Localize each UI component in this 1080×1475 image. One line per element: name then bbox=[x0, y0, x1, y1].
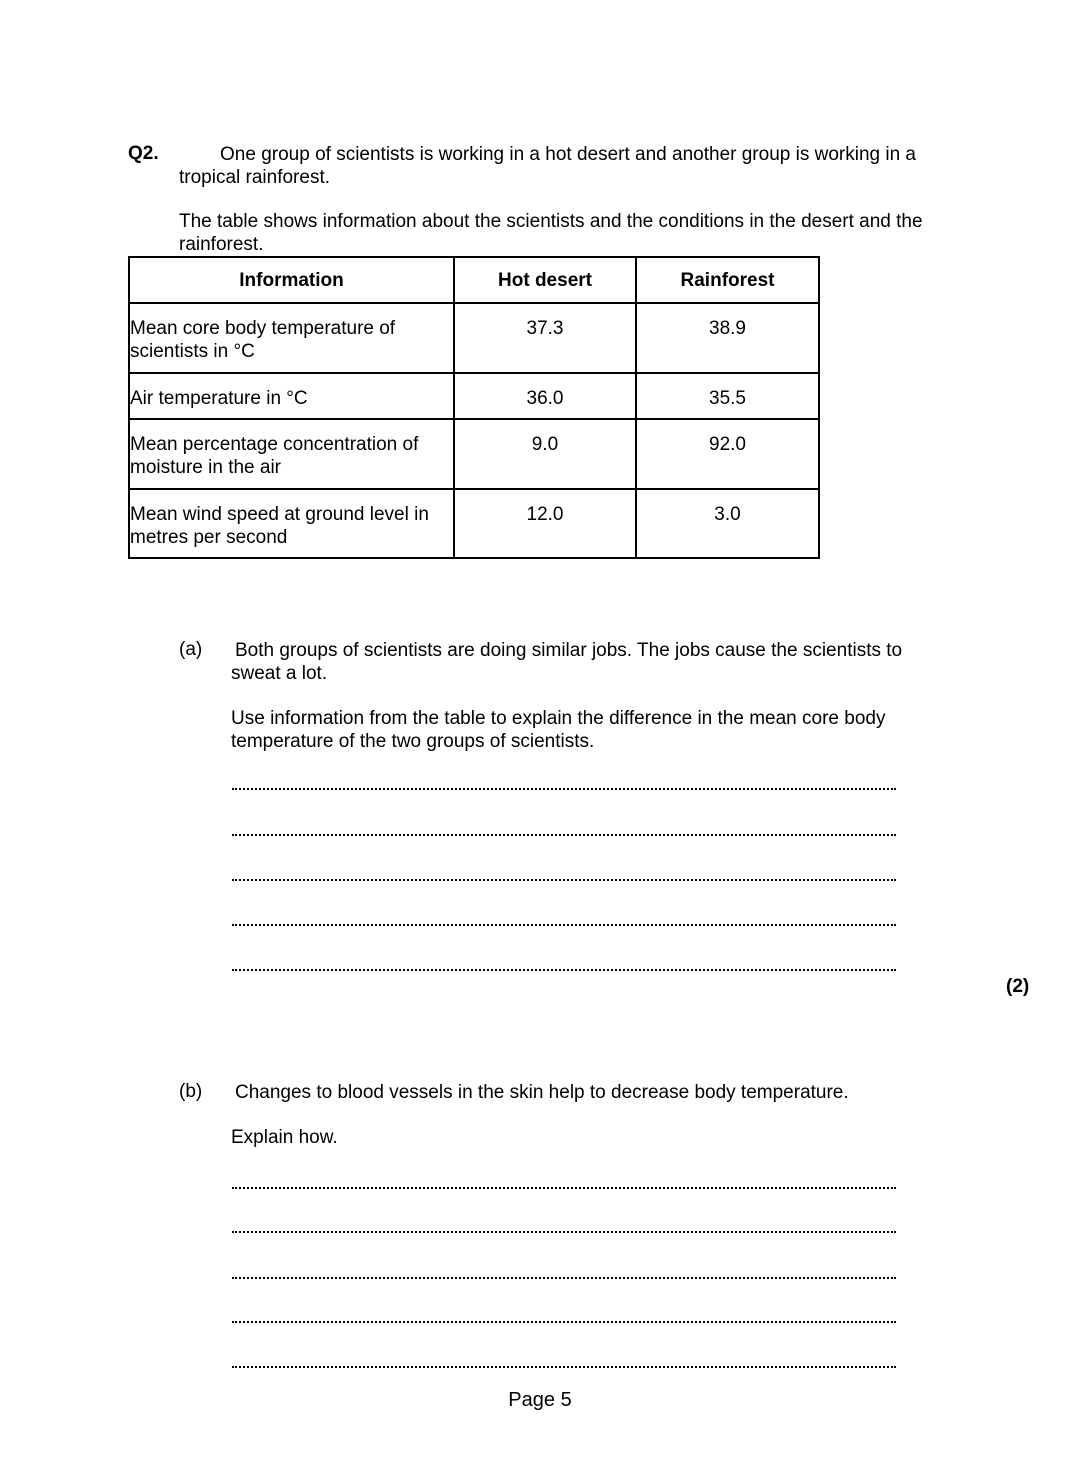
table-header-row bbox=[129, 257, 819, 303]
answer-line[interactable] bbox=[232, 1321, 896, 1323]
answer-line[interactable] bbox=[232, 1366, 896, 1368]
table-row bbox=[129, 419, 819, 489]
rainforest-value: 3.0 bbox=[636, 489, 819, 558]
answer-line[interactable] bbox=[232, 1277, 896, 1279]
part-b-instruction: Explain how. bbox=[231, 1127, 338, 1148]
question-number: Q2. bbox=[128, 143, 159, 164]
answer-line[interactable] bbox=[232, 879, 896, 881]
header-rainforest: Rainforest bbox=[636, 257, 819, 303]
answer-line[interactable] bbox=[232, 788, 896, 790]
table-row bbox=[129, 373, 819, 419]
table-intro: The table shows information about the scientists and the conditions in the desert and the rainforest. bbox=[179, 211, 923, 255]
part-a-label: (a) bbox=[179, 639, 203, 660]
part-a-instruction: Use information from the table to explain the difference in the mean core body temperature of the two groups of scientists. bbox=[231, 708, 886, 752]
desert-value: 36.0 bbox=[454, 373, 636, 419]
rainforest-value: 35.5 bbox=[636, 373, 819, 419]
part-a-text: Both groups of scientists are doing similar jobs. The jobs cause the scientists to sweat a lot. bbox=[231, 640, 903, 684]
part-b-text: Changes to blood vessels in the skin help to decrease body temperature. bbox=[235, 1082, 849, 1103]
header-hot-desert: Hot desert bbox=[454, 257, 636, 303]
answer-line[interactable] bbox=[232, 834, 896, 836]
row-label: Mean core body temperature of scientists in °C bbox=[129, 303, 454, 373]
answer-line[interactable] bbox=[232, 924, 896, 926]
row-label: Mean wind speed at ground level in metres per second bbox=[129, 489, 454, 558]
desert-value: 9.0 bbox=[454, 419, 636, 489]
rainforest-value: 92.0 bbox=[636, 419, 819, 489]
rainforest-value: 38.9 bbox=[636, 303, 819, 373]
question-intro: One group of scientists is working in a hot desert and another group is working in a tropical rainforest. bbox=[179, 144, 916, 188]
part-b-label: (b) bbox=[179, 1081, 203, 1102]
table-row bbox=[129, 489, 819, 558]
marks-label: (2) bbox=[1006, 976, 1030, 997]
desert-value: 37.3 bbox=[454, 303, 636, 373]
page-number: Page 5 bbox=[508, 1389, 572, 1411]
desert-value: 12.0 bbox=[454, 489, 636, 558]
answer-line[interactable] bbox=[232, 1187, 896, 1189]
row-label: Mean percentage concentration of moisture in the air bbox=[129, 419, 454, 489]
answer-line[interactable] bbox=[232, 1231, 896, 1233]
answer-line[interactable] bbox=[232, 969, 896, 971]
header-information: Information bbox=[129, 257, 454, 303]
row-label: Air temperature in °C bbox=[129, 373, 454, 419]
information-table bbox=[128, 256, 820, 559]
table-row bbox=[129, 303, 819, 373]
